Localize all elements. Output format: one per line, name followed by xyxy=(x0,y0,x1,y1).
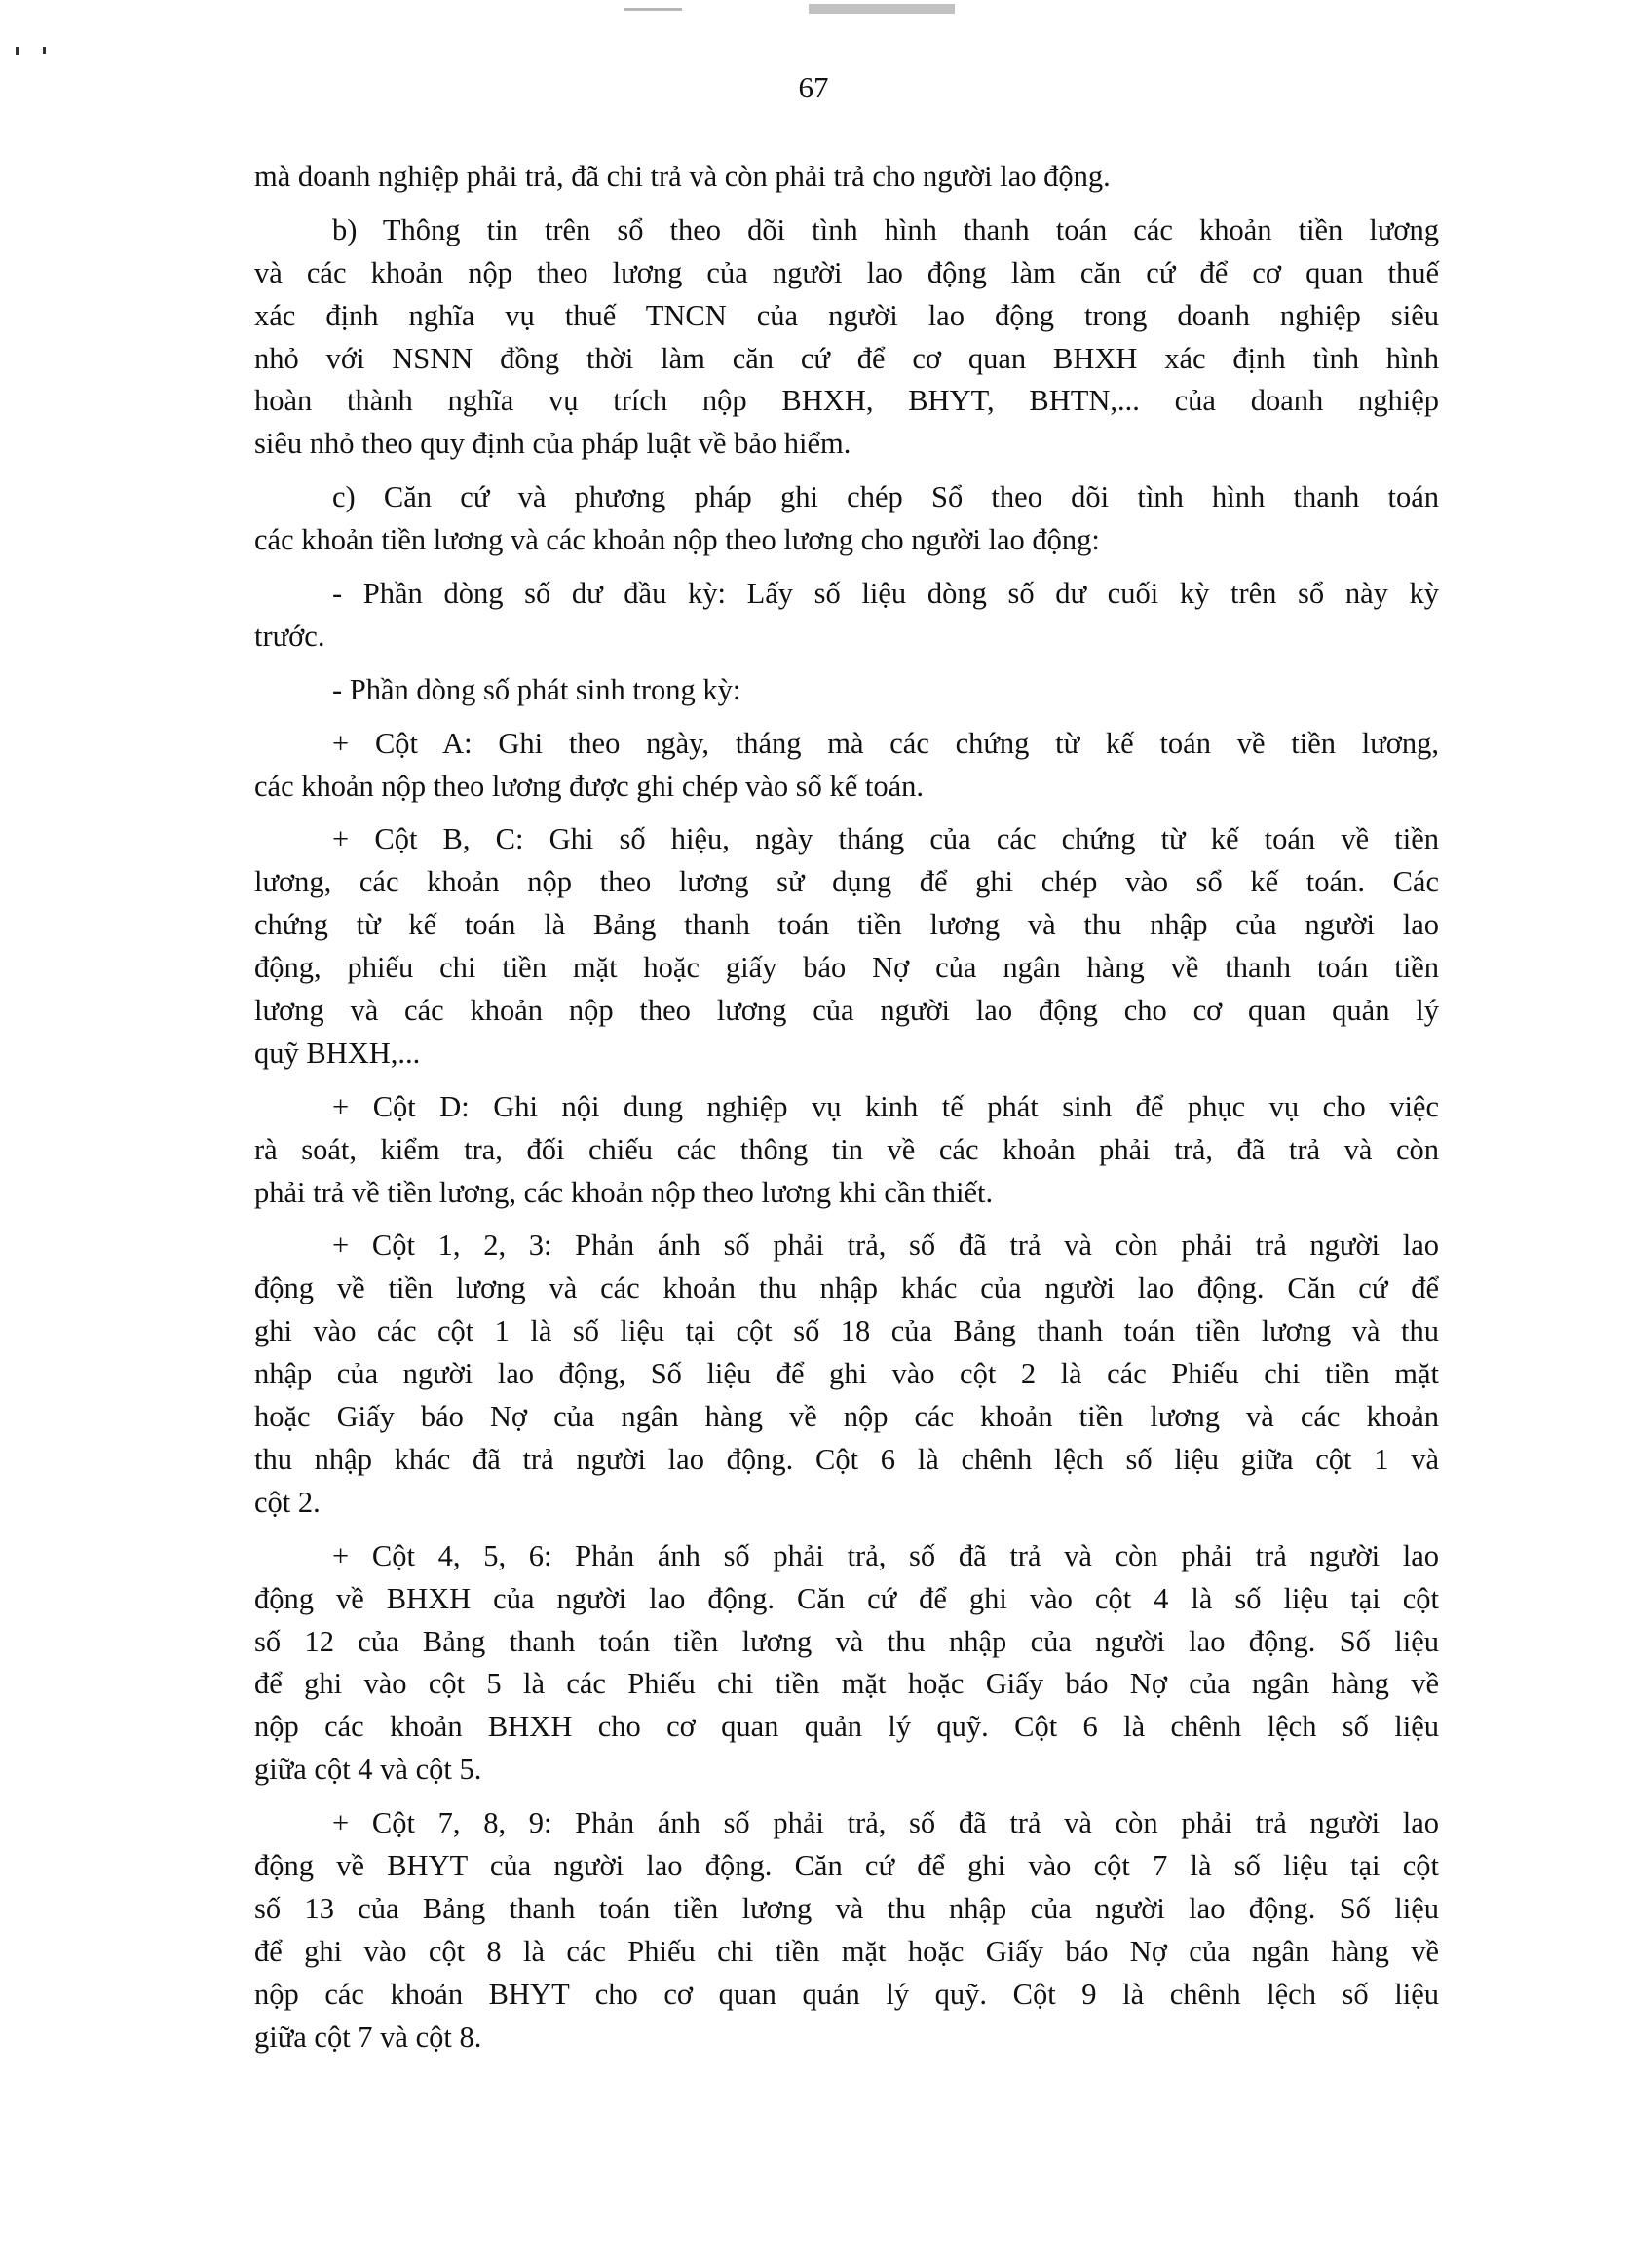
text-line: động, phiếu chi tiền mặt hoặc giấy báo Nợ của ngân hàng về thanh toán tiền xyxy=(254,951,1439,985)
text-line: + Cột 1, 2, 3: Phản ánh số phải trả, số đã trả và còn phải trả người lao xyxy=(332,1228,1439,1263)
text-line: động về tiền lương và các khoản thu nhập khác của người lao động. Căn cứ để xyxy=(254,1271,1439,1305)
paragraph xyxy=(254,669,1439,712)
scan-speck xyxy=(809,4,955,14)
text-line: + Cột A: Ghi theo ngày, tháng mà các chứng từ kế toán về tiền lương, xyxy=(332,726,1439,760)
paragraph xyxy=(254,818,1439,1075)
text-line: nộp các khoản BHXH cho cơ quan quản lý quỹ. Cột 6 là chênh lệch số liệu xyxy=(254,1710,1439,1744)
text-line: + Cột D: Ghi nội dung nghiệp vụ kinh tế phát sinh để phục vụ cho việc xyxy=(332,1089,1439,1123)
text-line: quỹ BHXH,... xyxy=(254,1036,421,1070)
text-line: số 12 của Bảng thanh toán tiền lương và thu nhập của người lao động. Số liệu xyxy=(254,1624,1439,1658)
text-line: mà doanh nghiệp phải trả, đã chi trả và còn phải trả cho người lao động. xyxy=(254,160,1111,193)
text-line: ghi vào các cột 1 là số liệu tại cột số 18 của Bảng thanh toán tiền lương và thu xyxy=(254,1314,1439,1348)
text-line: số 13 của Bảng thanh toán tiền lương và thu nhập của người lao động. Số liệu xyxy=(254,1891,1439,1925)
text-line: thu nhập khác đã trả người lao động. Cột 6 là chênh lệch số liệu giữa cột 1 và xyxy=(254,1442,1439,1476)
scan-speck xyxy=(16,47,19,55)
paragraph xyxy=(254,723,1439,809)
scan-speck xyxy=(624,8,682,11)
text-line: rà soát, kiểm tra, đối chiếu các thông tin về các khoản phải trả, đã trả và còn xyxy=(254,1132,1439,1166)
text-line: động về BHYT của người lao động. Căn cứ để ghi vào cột 7 là số liệu tại cột xyxy=(254,1848,1439,1882)
text-line: để ghi vào cột 5 là các Phiếu chi tiền mặt hoặc Giấy báo Nợ của ngân hàng về xyxy=(254,1667,1439,1701)
paragraph xyxy=(254,476,1439,562)
text-line: các khoản nộp theo lương được ghi chép vào sổ kế toán. xyxy=(254,769,924,803)
text-line: - Phần dòng số phát sinh trong kỳ: xyxy=(332,672,741,706)
paragraph xyxy=(254,1086,1439,1215)
text-line: để ghi vào cột 8 là các Phiếu chi tiền mặt hoặc Giấy báo Nợ của ngân hàng về xyxy=(254,1934,1439,1968)
text-line: xác định nghĩa vụ thuế TNCN của người lao động trong doanh nghiệp siêu xyxy=(254,298,1439,332)
paragraph xyxy=(254,1802,1439,2059)
text-line: lương, các khoản nộp theo lương sử dụng để ghi chép vào sổ kế toán. Các xyxy=(254,865,1439,899)
paragraph xyxy=(254,209,1439,466)
document-body xyxy=(254,156,1439,2059)
text-line: phải trả về tiền lương, các khoản nộp theo lương khi cần thiết. xyxy=(254,1175,994,1209)
text-line: b) Thông tin trên sổ theo dõi tình hình thanh toán các khoản tiền lương xyxy=(332,212,1439,246)
text-line: + Cột 4, 5, 6: Phản ánh số phải trả, số đã trả và còn phải trả người lao xyxy=(332,1538,1439,1572)
text-line: động về BHXH của người lao động. Căn cứ để ghi vào cột 4 là số liệu tại cột xyxy=(254,1581,1439,1615)
page-number: 67 xyxy=(798,70,829,104)
paragraph xyxy=(254,573,1439,659)
text-line: trước. xyxy=(254,619,325,653)
scan-speck xyxy=(43,47,46,54)
text-line: + Cột 7, 8, 9: Phản ánh số phải trả, số đã trả và còn phải trả người lao xyxy=(332,1806,1439,1840)
paragraph xyxy=(254,1225,1439,1524)
text-line: siêu nhỏ theo quy định của pháp luật về bảo hiểm. xyxy=(254,427,851,461)
paragraph xyxy=(254,156,1439,199)
text-line: giữa cột 7 và cột 8. xyxy=(254,2020,482,2054)
text-line: - Phần dòng số dư đầu kỳ: Lấy số liệu dòng số dư cuối kỳ trên sổ này kỳ xyxy=(332,577,1439,611)
text-line: nộp các khoản BHYT cho cơ quan quản lý quỹ. Cột 9 là chênh lệch số liệu xyxy=(254,1977,1439,2011)
text-line: chứng từ kế toán là Bảng thanh toán tiền lương và thu nhập của người lao xyxy=(254,908,1439,942)
text-line: các khoản tiền lương và các khoản nộp theo lương cho người lao động: xyxy=(254,523,1100,557)
text-line: và các khoản nộp theo lương của người lao động làm căn cứ để cơ quan thuế xyxy=(254,255,1439,289)
text-line: nhỏ với NSNN đồng thời làm căn cứ để cơ quan BHXH xác định tình hình xyxy=(254,341,1439,375)
text-line: + Cột B, C: Ghi số hiệu, ngày tháng của các chứng từ kế toán về tiền xyxy=(332,822,1439,856)
text-line: hoặc Giấy báo Nợ của ngân hàng về nộp các khoản tiền lương và các khoản xyxy=(254,1400,1439,1434)
text-line: nhập của người lao động, Số liệu để ghi vào cột 2 là các Phiếu chi tiền mặt xyxy=(254,1357,1439,1391)
text-line: c) Căn cứ và phương pháp ghi chép Sổ theo dõi tình hình thanh toán xyxy=(332,480,1439,514)
text-line: giữa cột 4 và cột 5. xyxy=(254,1753,482,1787)
text-line: hoàn thành nghĩa vụ trích nộp BHXH, BHYT, BHTN,... của doanh nghiệp xyxy=(254,384,1439,418)
text-line: lương và các khoản nộp theo lương của người lao động cho cơ quan quản lý xyxy=(254,994,1439,1028)
paragraph xyxy=(254,1535,1439,1792)
text-line: cột 2. xyxy=(254,1485,321,1519)
